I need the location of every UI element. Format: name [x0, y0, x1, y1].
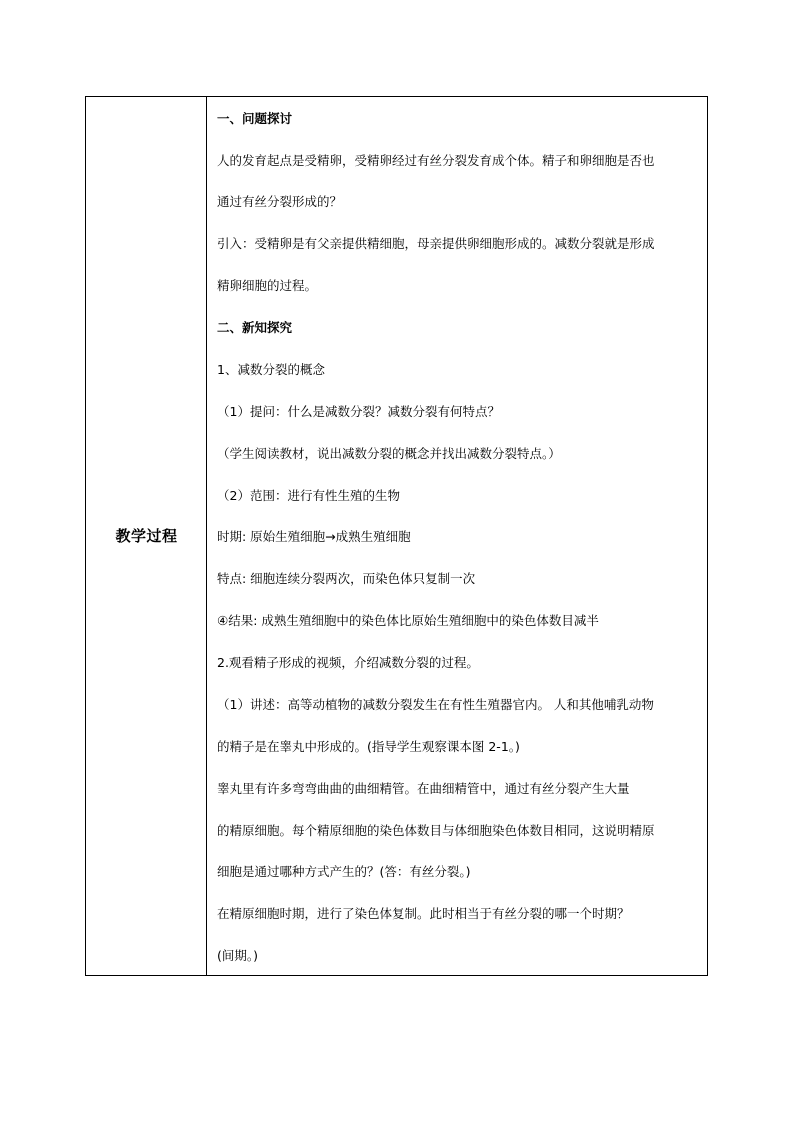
section-heading: 二、新知探究: [217, 320, 293, 335]
text-line: 人的发育起点是受精卵，受精卵经过有丝分裂发育成个体。精子和卵细胞是否也: [217, 153, 655, 168]
row-label: 教学过程: [115, 527, 178, 545]
text-line: (间期。): [217, 948, 259, 963]
lesson-table: [85, 96, 708, 976]
section-heading: 一、问题探讨: [217, 111, 293, 126]
text-line: 精卵细胞的过程。: [217, 278, 318, 293]
text-line: 的精原细胞。每个精原细胞的染色体数目与体细胞染色体数目相同，这说明精原: [217, 823, 655, 838]
text-line: 睾丸里有许多弯弯曲曲的曲细精管。在曲细精管中，通过有丝分裂产生大量: [217, 781, 630, 796]
text-line: （1）讲述：高等动植物的减数分裂发生在有性生殖器官内。 人和其他哺乳动物: [217, 697, 654, 712]
text-line: ④结果: 成熟生殖细胞中的染色体比原始生殖细胞中的染色体数目减半: [217, 613, 599, 628]
text-line: （1）提问：什么是减数分裂？减数分裂有何特点？: [217, 404, 500, 419]
content-cell: [207, 97, 707, 975]
text-line: 特点: 细胞连续分裂两次，而染色体只复制一次: [217, 571, 476, 586]
text-line: 引入：受精卵是有父亲提供精细胞，母亲提供卵细胞形成的。减数分裂就是形成: [217, 236, 655, 251]
text-line: 的精子是在睾丸中形成的。(指导学生观察课本图 2-1。): [217, 739, 520, 754]
text-line: 时期: 原始生殖细胞→成熟生殖细胞: [217, 529, 411, 544]
row-label-cell: [86, 97, 207, 975]
text-line: 细胞是通过哪种方式产生的？(答：有丝分裂。): [217, 864, 471, 879]
text-line: 通过有丝分裂形成的？: [217, 194, 343, 209]
text-line: 在精原细胞时期，进行了染色体复制。此时相当于有丝分裂的哪一个时期？: [217, 906, 630, 921]
text-line: 1、减数分裂的概念: [217, 362, 325, 377]
text-line: （2）范围：进行有性生殖的生物: [217, 488, 400, 503]
text-line: 2.观看精子形成的视频，介绍减数分裂的过程。: [217, 655, 479, 670]
text-line: （学生阅读教材，说出减数分裂的概念并找出减数分裂特点。）: [217, 446, 561, 461]
